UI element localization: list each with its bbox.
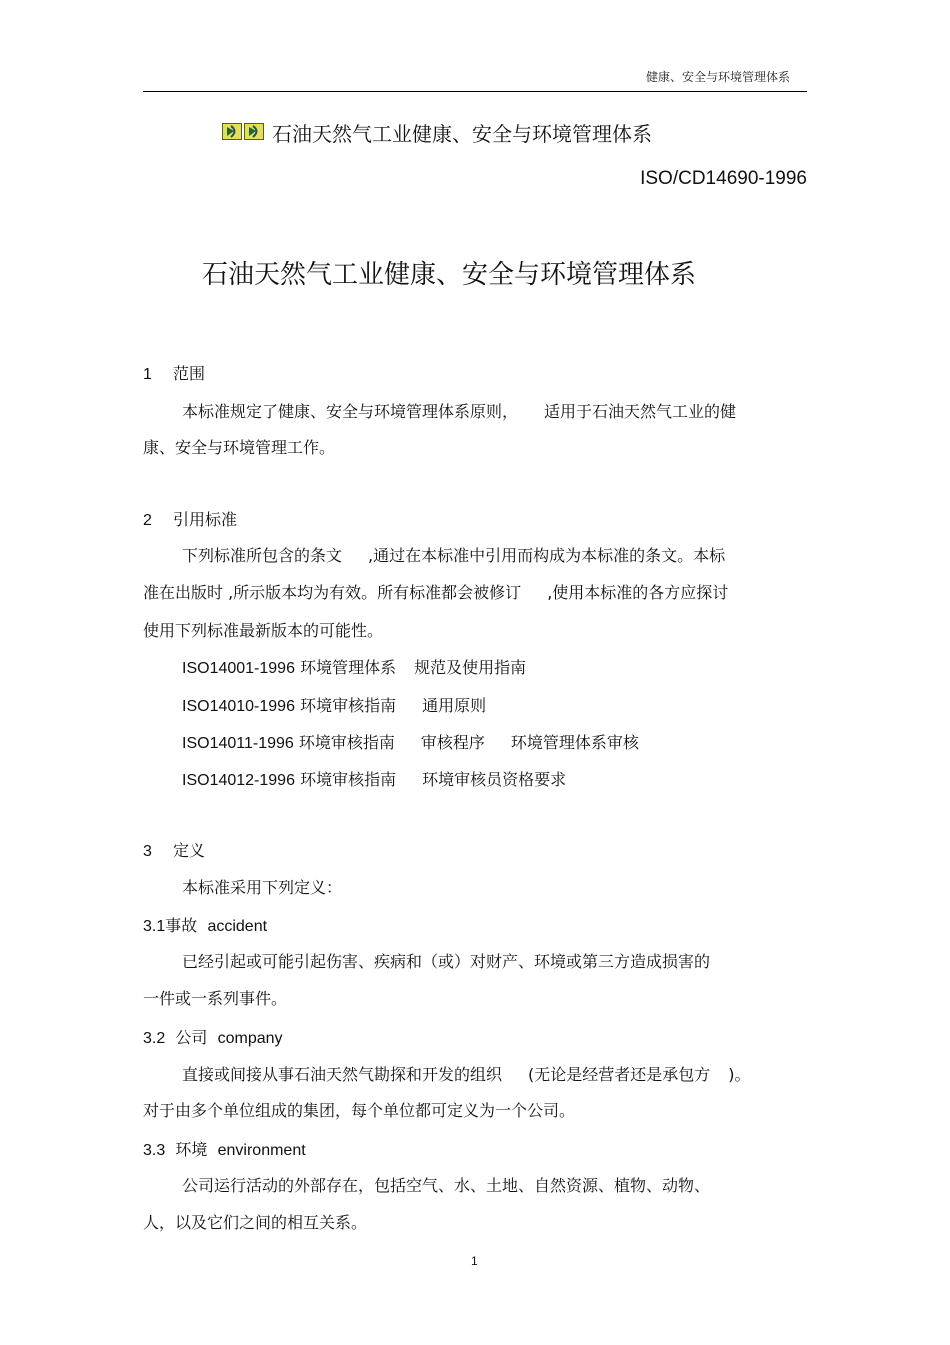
document-title: 石油天然气工业健康、安全与环境管理体系 bbox=[272, 122, 652, 146]
document-link-icon[interactable] bbox=[244, 123, 264, 140]
text-span: )。 bbox=[728, 1065, 751, 1084]
text-span: 准在出版时 ,所示版本均为有效。所有标准都会被修订 bbox=[143, 583, 522, 602]
text-span: ,使用本标准的各方应探讨 bbox=[547, 583, 729, 602]
reference-code: ISO14010-1996 bbox=[182, 698, 295, 715]
main-title: 石油天然气工业健康、安全与环境管理体系 bbox=[202, 260, 697, 290]
section-number: 1 bbox=[143, 366, 152, 383]
reference-subtitle: 环境审核员资格要求 bbox=[422, 770, 567, 789]
reference-title: 环境审核指南 bbox=[300, 696, 397, 715]
definition-term-en: accident bbox=[207, 918, 268, 935]
reference-subtitle: 环境管理体系审核 bbox=[510, 733, 639, 752]
reference-code: ISO14012-1996 bbox=[182, 772, 295, 789]
reference-code: ISO14011-1996 bbox=[182, 735, 294, 752]
definition-heading bbox=[143, 913, 267, 936]
header-rule bbox=[143, 91, 807, 92]
section-number: 3 bbox=[143, 843, 152, 860]
section-heading-2 bbox=[143, 507, 237, 530]
section-title: 引用标准 bbox=[173, 510, 238, 529]
definition-term: 事故 bbox=[165, 916, 198, 935]
paragraph-line: 已经引起或可能引起伤害、疾病和（或）对财产、环境或第三方造成损害的 bbox=[182, 952, 711, 971]
section-heading-1 bbox=[143, 361, 205, 384]
definition-number: 3.2 bbox=[143, 1030, 166, 1047]
reference-title: 环境审核指南 bbox=[298, 733, 395, 752]
definition-term-en: company bbox=[217, 1030, 283, 1047]
section-title: 定义 bbox=[173, 841, 206, 860]
paragraph-line: 康、安全与环境管理工作。 bbox=[143, 438, 336, 457]
section-number: 2 bbox=[143, 512, 152, 529]
reference-code: ISO14001-1996 bbox=[182, 660, 295, 677]
text-span: 下列标准所包含的条文 bbox=[182, 546, 343, 565]
paragraph-line bbox=[182, 1062, 751, 1085]
doc-icons bbox=[222, 123, 264, 141]
text-span: 直接或间接从事石油天然气勘探和开发的组织 bbox=[182, 1065, 503, 1084]
reference-subtitle: 审核程序 bbox=[420, 733, 485, 752]
reference-item bbox=[182, 655, 526, 678]
reference-item bbox=[182, 730, 639, 753]
paragraph-line: 人，以及它们之间的相互关系。 bbox=[143, 1213, 368, 1232]
reference-title: 环境管理体系 bbox=[300, 658, 397, 677]
section-intro: 本标准采用下列定义： bbox=[182, 878, 343, 897]
definition-term: 公司 bbox=[175, 1028, 208, 1047]
standard-number: ISO/CD14690-1996 bbox=[640, 168, 807, 189]
definition-heading bbox=[143, 1137, 306, 1160]
paragraph-line: 公司运行活动的外部存在，包括空气、水、土地、自然资源、植物、动物、 bbox=[182, 1176, 711, 1195]
paragraph-line bbox=[143, 580, 728, 603]
definition-number: 3.3 bbox=[143, 1142, 166, 1159]
running-header: 健康、安全与环境管理体系 bbox=[645, 70, 790, 84]
reference-subtitle: 规范及使用指南 bbox=[414, 658, 527, 677]
page-number: 1 bbox=[471, 1254, 478, 1268]
paragraph-line bbox=[182, 543, 725, 566]
reference-title: 环境审核指南 bbox=[300, 770, 397, 789]
paragraph-line: 使用下列标准最新版本的可能性。 bbox=[143, 621, 384, 640]
paragraph-line: 对于由多个单位组成的集团，每个单位都可定义为一个公司。 bbox=[143, 1101, 576, 1120]
section-title: 范围 bbox=[173, 364, 206, 383]
reference-subtitle: 通用原则 bbox=[422, 696, 487, 715]
text-span: 适用于石油天然气工业的健 bbox=[544, 402, 737, 421]
paragraph-line: 一件或一系列事件。 bbox=[143, 989, 288, 1008]
reference-item bbox=[182, 767, 566, 790]
definition-term-en: environment bbox=[217, 1142, 306, 1159]
definition-heading bbox=[143, 1025, 283, 1048]
reference-item bbox=[182, 693, 486, 716]
definition-number: 3.1 bbox=[143, 918, 166, 935]
text-span: 本标准规定了健康、安全与环境管理体系原则， bbox=[182, 402, 519, 421]
document-link-icon[interactable] bbox=[222, 123, 242, 140]
text-span: (无论是经营者还是承包方 bbox=[528, 1065, 711, 1084]
section-heading-3 bbox=[143, 838, 205, 861]
definition-term: 环境 bbox=[175, 1140, 208, 1159]
text-span: ,通过在本标准中引用而构成为本标准的条文。本标 bbox=[368, 546, 726, 565]
paragraph-line bbox=[182, 399, 736, 422]
